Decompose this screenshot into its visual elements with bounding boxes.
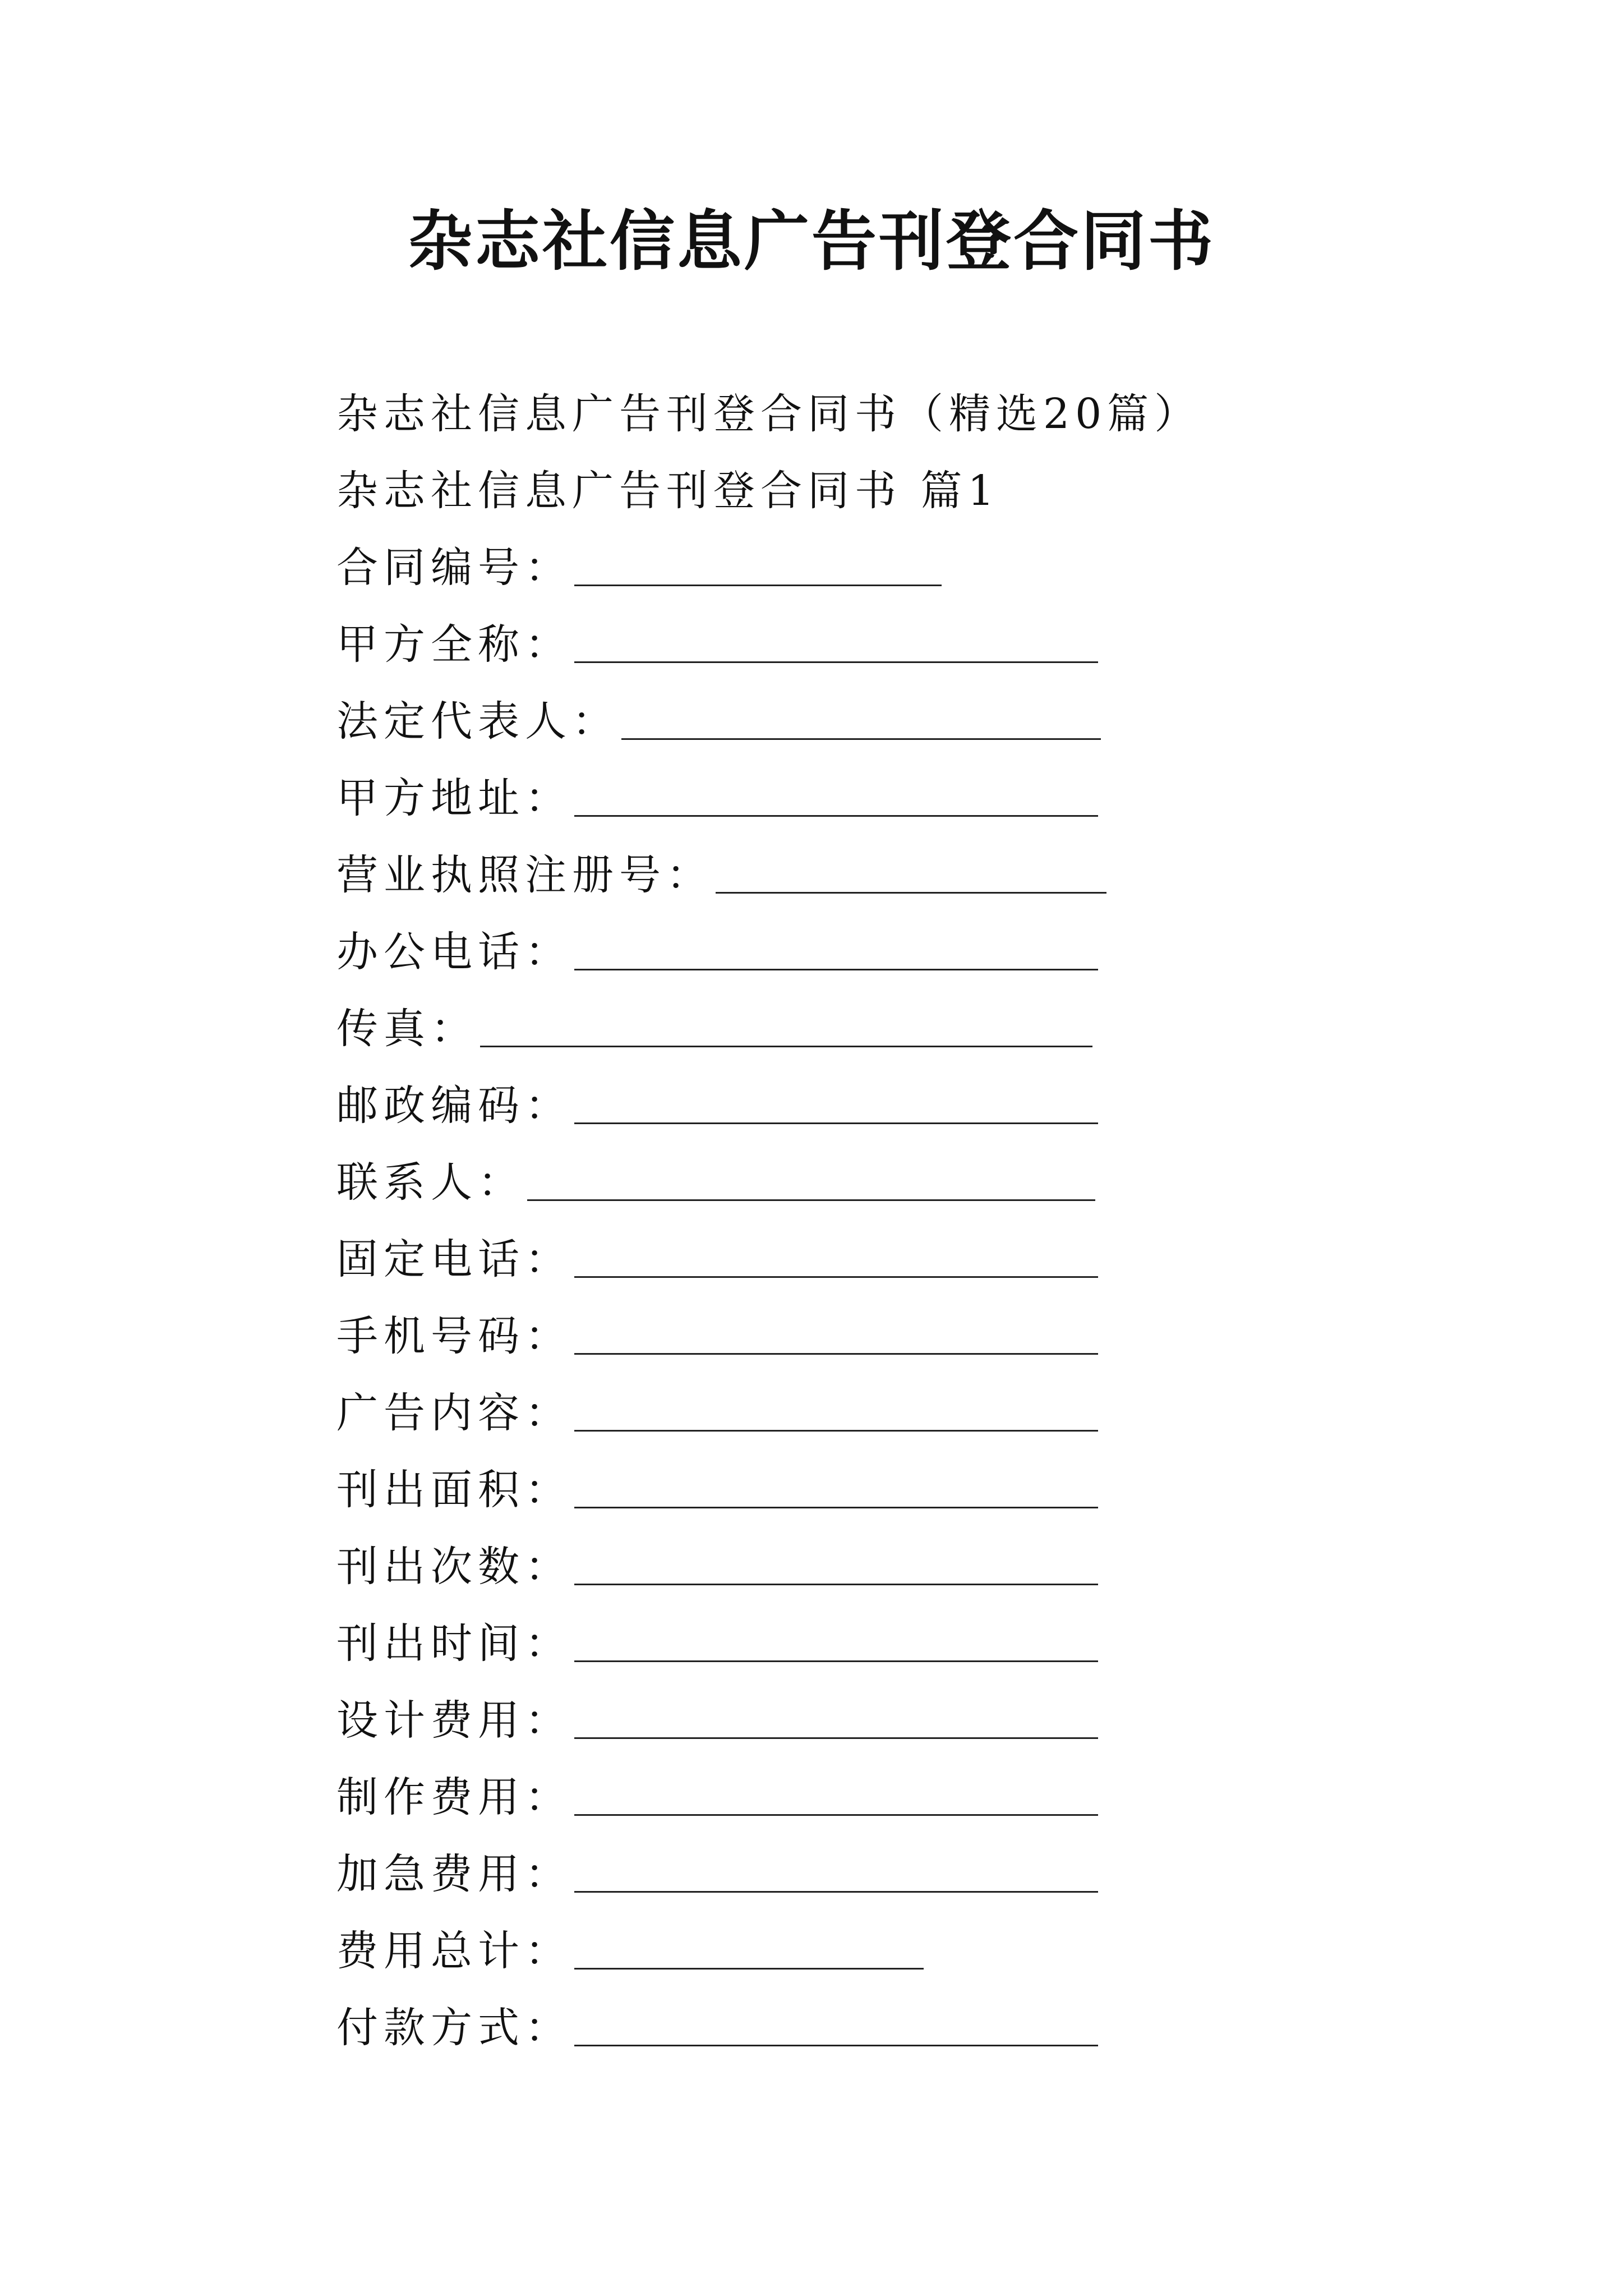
fill-in-blank[interactable]: [574, 1737, 1098, 1739]
field-label: 合同编号：: [336, 544, 572, 592]
field-landline: [336, 1221, 1458, 1298]
field-contract-number: [336, 530, 1458, 606]
document-subtitle: 杂志社信息广告刊登合同书（精选20篇）: [336, 390, 1202, 438]
fill-in-blank[interactable]: [527, 1199, 1095, 1201]
field-label: 手机号码：: [336, 1312, 572, 1360]
field-label: 费用总计：: [336, 1927, 572, 1975]
fill-in-blank[interactable]: [621, 738, 1101, 740]
field-ad-time: [336, 1605, 1458, 1682]
field-party-a-name: [336, 606, 1458, 683]
fill-in-blank[interactable]: [574, 2045, 1098, 2046]
fill-in-blank[interactable]: [716, 892, 1106, 894]
fill-in-blank[interactable]: [574, 1122, 1098, 1124]
field-label: 邮政编码：: [336, 1082, 572, 1130]
section-heading-line: [336, 453, 1458, 530]
fill-in-blank[interactable]: [574, 1507, 1098, 1508]
field-label: 固定电话：: [336, 1235, 572, 1283]
field-label: 营业执照注册号：: [336, 851, 713, 899]
fill-in-blank[interactable]: [574, 969, 1098, 970]
field-ad-count: [336, 1529, 1458, 1605]
fill-in-blank[interactable]: [574, 1968, 924, 1970]
section-heading: 杂志社信息广告刊登合同书 篇1: [336, 467, 1000, 515]
field-rush-fee: [336, 1836, 1458, 1913]
field-label: 加急费用：: [336, 1850, 572, 1898]
field-label: 设计费用：: [336, 1696, 572, 1745]
fill-in-blank[interactable]: [574, 1584, 1098, 1585]
fill-in-blank[interactable]: [574, 815, 1098, 817]
subtitle-line: [336, 376, 1458, 453]
field-mobile: [336, 1298, 1458, 1375]
fill-in-blank[interactable]: [574, 1353, 1098, 1355]
field-postal-code: [336, 1068, 1458, 1144]
document-title: 杂志社信息广告刊登合同书: [408, 203, 1215, 279]
field-label: 法定代表人：: [336, 697, 619, 746]
field-label: 刊出次数：: [336, 1543, 572, 1591]
field-label: 联系人：: [336, 1158, 525, 1207]
field-party-a-address: [336, 760, 1458, 837]
field-ad-content: [336, 1375, 1458, 1452]
field-label: 传真：: [336, 1005, 478, 1053]
field-business-license-number: [336, 837, 1458, 914]
fill-in-blank[interactable]: [574, 1276, 1098, 1278]
field-contact-person: [336, 1144, 1458, 1221]
field-label: 甲方全称：: [336, 620, 572, 669]
fill-in-blank[interactable]: [574, 1891, 1098, 1893]
field-total-fee: [336, 1913, 1458, 1990]
field-label: 制作费用：: [336, 1773, 572, 1821]
field-office-phone: [336, 914, 1458, 991]
field-label: 刊出时间：: [336, 1619, 572, 1668]
field-label: 广告内容：: [336, 1389, 572, 1437]
fill-in-blank[interactable]: [480, 1046, 1092, 1047]
field-label: 甲方地址：: [336, 774, 572, 822]
field-legal-representative: [336, 683, 1458, 760]
fill-in-blank[interactable]: [574, 1430, 1098, 1432]
fill-in-blank[interactable]: [574, 1660, 1098, 1662]
document-body: [336, 376, 1458, 2067]
field-label: 付款方式：: [336, 2004, 572, 2052]
field-label: 办公电话：: [336, 928, 572, 976]
field-payment-method: [336, 1990, 1458, 2067]
fill-in-blank[interactable]: [574, 661, 1098, 663]
field-fax: [336, 991, 1458, 1068]
fill-in-blank[interactable]: [574, 585, 942, 586]
field-design-fee: [336, 1682, 1458, 1759]
field-label: 刊出面积：: [336, 1466, 572, 1514]
fill-in-blank[interactable]: [574, 1814, 1098, 1816]
field-ad-area: [336, 1452, 1458, 1529]
field-production-fee: [336, 1759, 1458, 1836]
